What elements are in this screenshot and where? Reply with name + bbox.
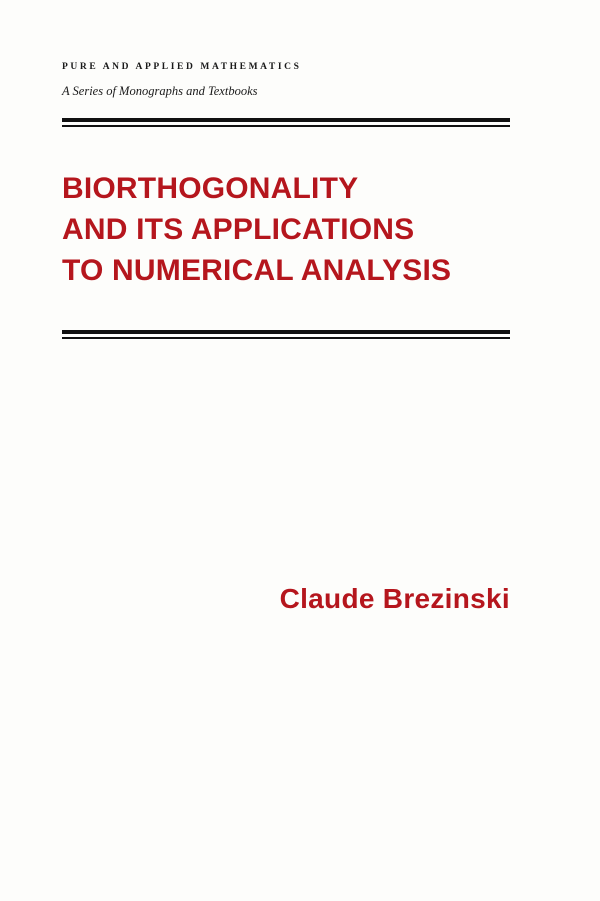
series-subtitle: A Series of Monographs and Textbooks <box>62 84 258 98</box>
top-rule-thick <box>62 118 510 122</box>
title-line-2: AND ITS APPLICATIONS <box>62 213 415 246</box>
author-name: Claude Brezinski <box>279 583 510 614</box>
book-title <box>62 168 522 291</box>
top-rule-thin <box>62 125 510 127</box>
series-label: PURE AND APPLIED MATHEMATICS <box>62 62 302 72</box>
title-line-3: TO NUMERICAL ANALYSIS <box>62 254 452 287</box>
bottom-rule-thin <box>62 337 510 339</box>
title-line-1: BIORTHOGONALITY <box>62 172 359 205</box>
bottom-rule-thick <box>62 330 510 334</box>
